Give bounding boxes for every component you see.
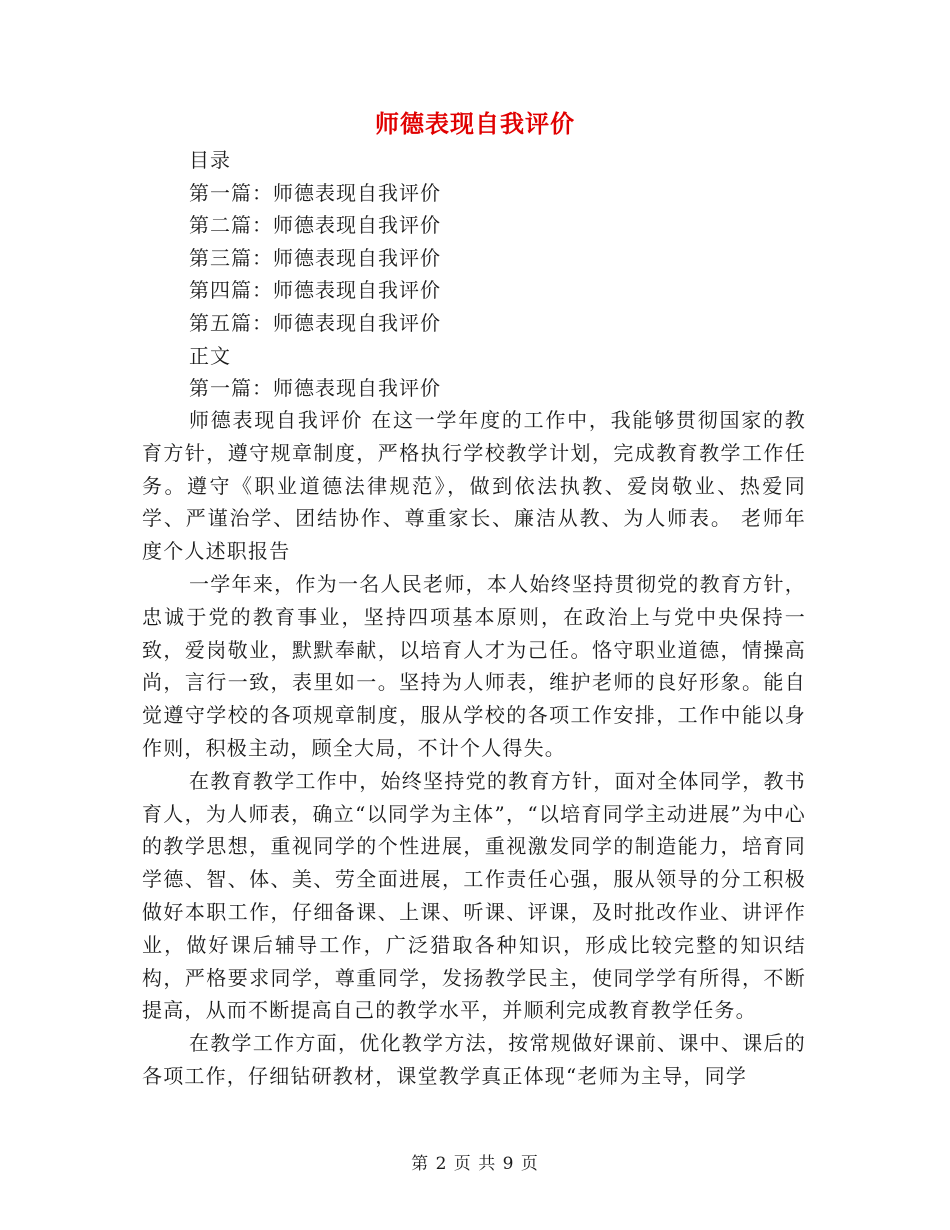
paragraph-4: 在教学工作方面，优化教学方法，按常规做好课前、课中、课后的各项工作，仔细钻研教材，课堂教学真正体现“老师为主导，同学 xyxy=(142,1031,806,1088)
section-heading: 第一篇：师德表现自我评价 xyxy=(189,376,441,401)
toc-heading: 目录 xyxy=(189,148,231,172)
toc-item-1: 第一篇：师德表现自我评价 xyxy=(189,180,441,205)
toc-item-4: 第四篇：师德表现自我评价 xyxy=(189,278,441,303)
toc-item-5: 第五篇：师德表现自我评价 xyxy=(189,310,441,335)
body-text xyxy=(142,404,806,1093)
paragraph-1: 师德表现自我评价 在这一学年度的工作中，我能够贯彻国家的教育方针，遵守规章制度，严格执行学校教学计划，完成教育教学工作任务。遵守《职业道德法律规范》，做到依法执教、爱岗敬业、热爱同学、严谨治学、团结协作、尊重家长、廉洁从教、为人师表。 老师年度个人述职报告 xyxy=(142,408,806,564)
body-heading: 正文 xyxy=(189,343,231,368)
toc-item-2: 第二篇：师德表现自我评价 xyxy=(189,213,441,238)
table-of-contents xyxy=(189,144,809,405)
paragraph-3: 在教育教学工作中，始终坚持党的教育方针，面对全体同学，教书育人，为人师表，确立“以同学为主体”，“以培育同学主动进展”为中心的教学思想，重视同学的个性进展，重视激发同学的制造能力，培育同学德、智、体、美、劳全面进展，工作责任心强，服从领导的分工积极做好本职工作，仔细备课、上课、听课、评课，及时批改作业、讲评作业，做好课后辅导工作，广泛猎取各种知识，形成比较完整的知识结构，严格要求同学，尊重同学，发扬教学民主，使同学学有所得，不断提高，从而不断提高自己的教学水平，并顺利完成教育教学任务。 xyxy=(142,768,806,1023)
document-title: 师德表现自我评价 xyxy=(375,109,575,138)
paragraph-2: 一学年来，作为一名人民老师，本人始终坚持贯彻党的教育方针，忠诚于党的教育事业，坚持四项基本原则，在政治上与党中央保持一致，爱岗敬业，默默奉献，以培育人才为己任。恪守职业道德，情操高尚，言行一致，表里如一。坚持为人师表，维护老师的良好形象。能自觉遵守学校的各项规章制度，服从学校的各项工作安排，工作中能以身作则，积极主动，顾全大局，不计个人得失。 xyxy=(142,571,806,760)
page-footer: 第 2 页 共 9 页 xyxy=(411,1154,539,1174)
toc-item-3: 第三篇：师德表现自我评价 xyxy=(189,245,441,270)
